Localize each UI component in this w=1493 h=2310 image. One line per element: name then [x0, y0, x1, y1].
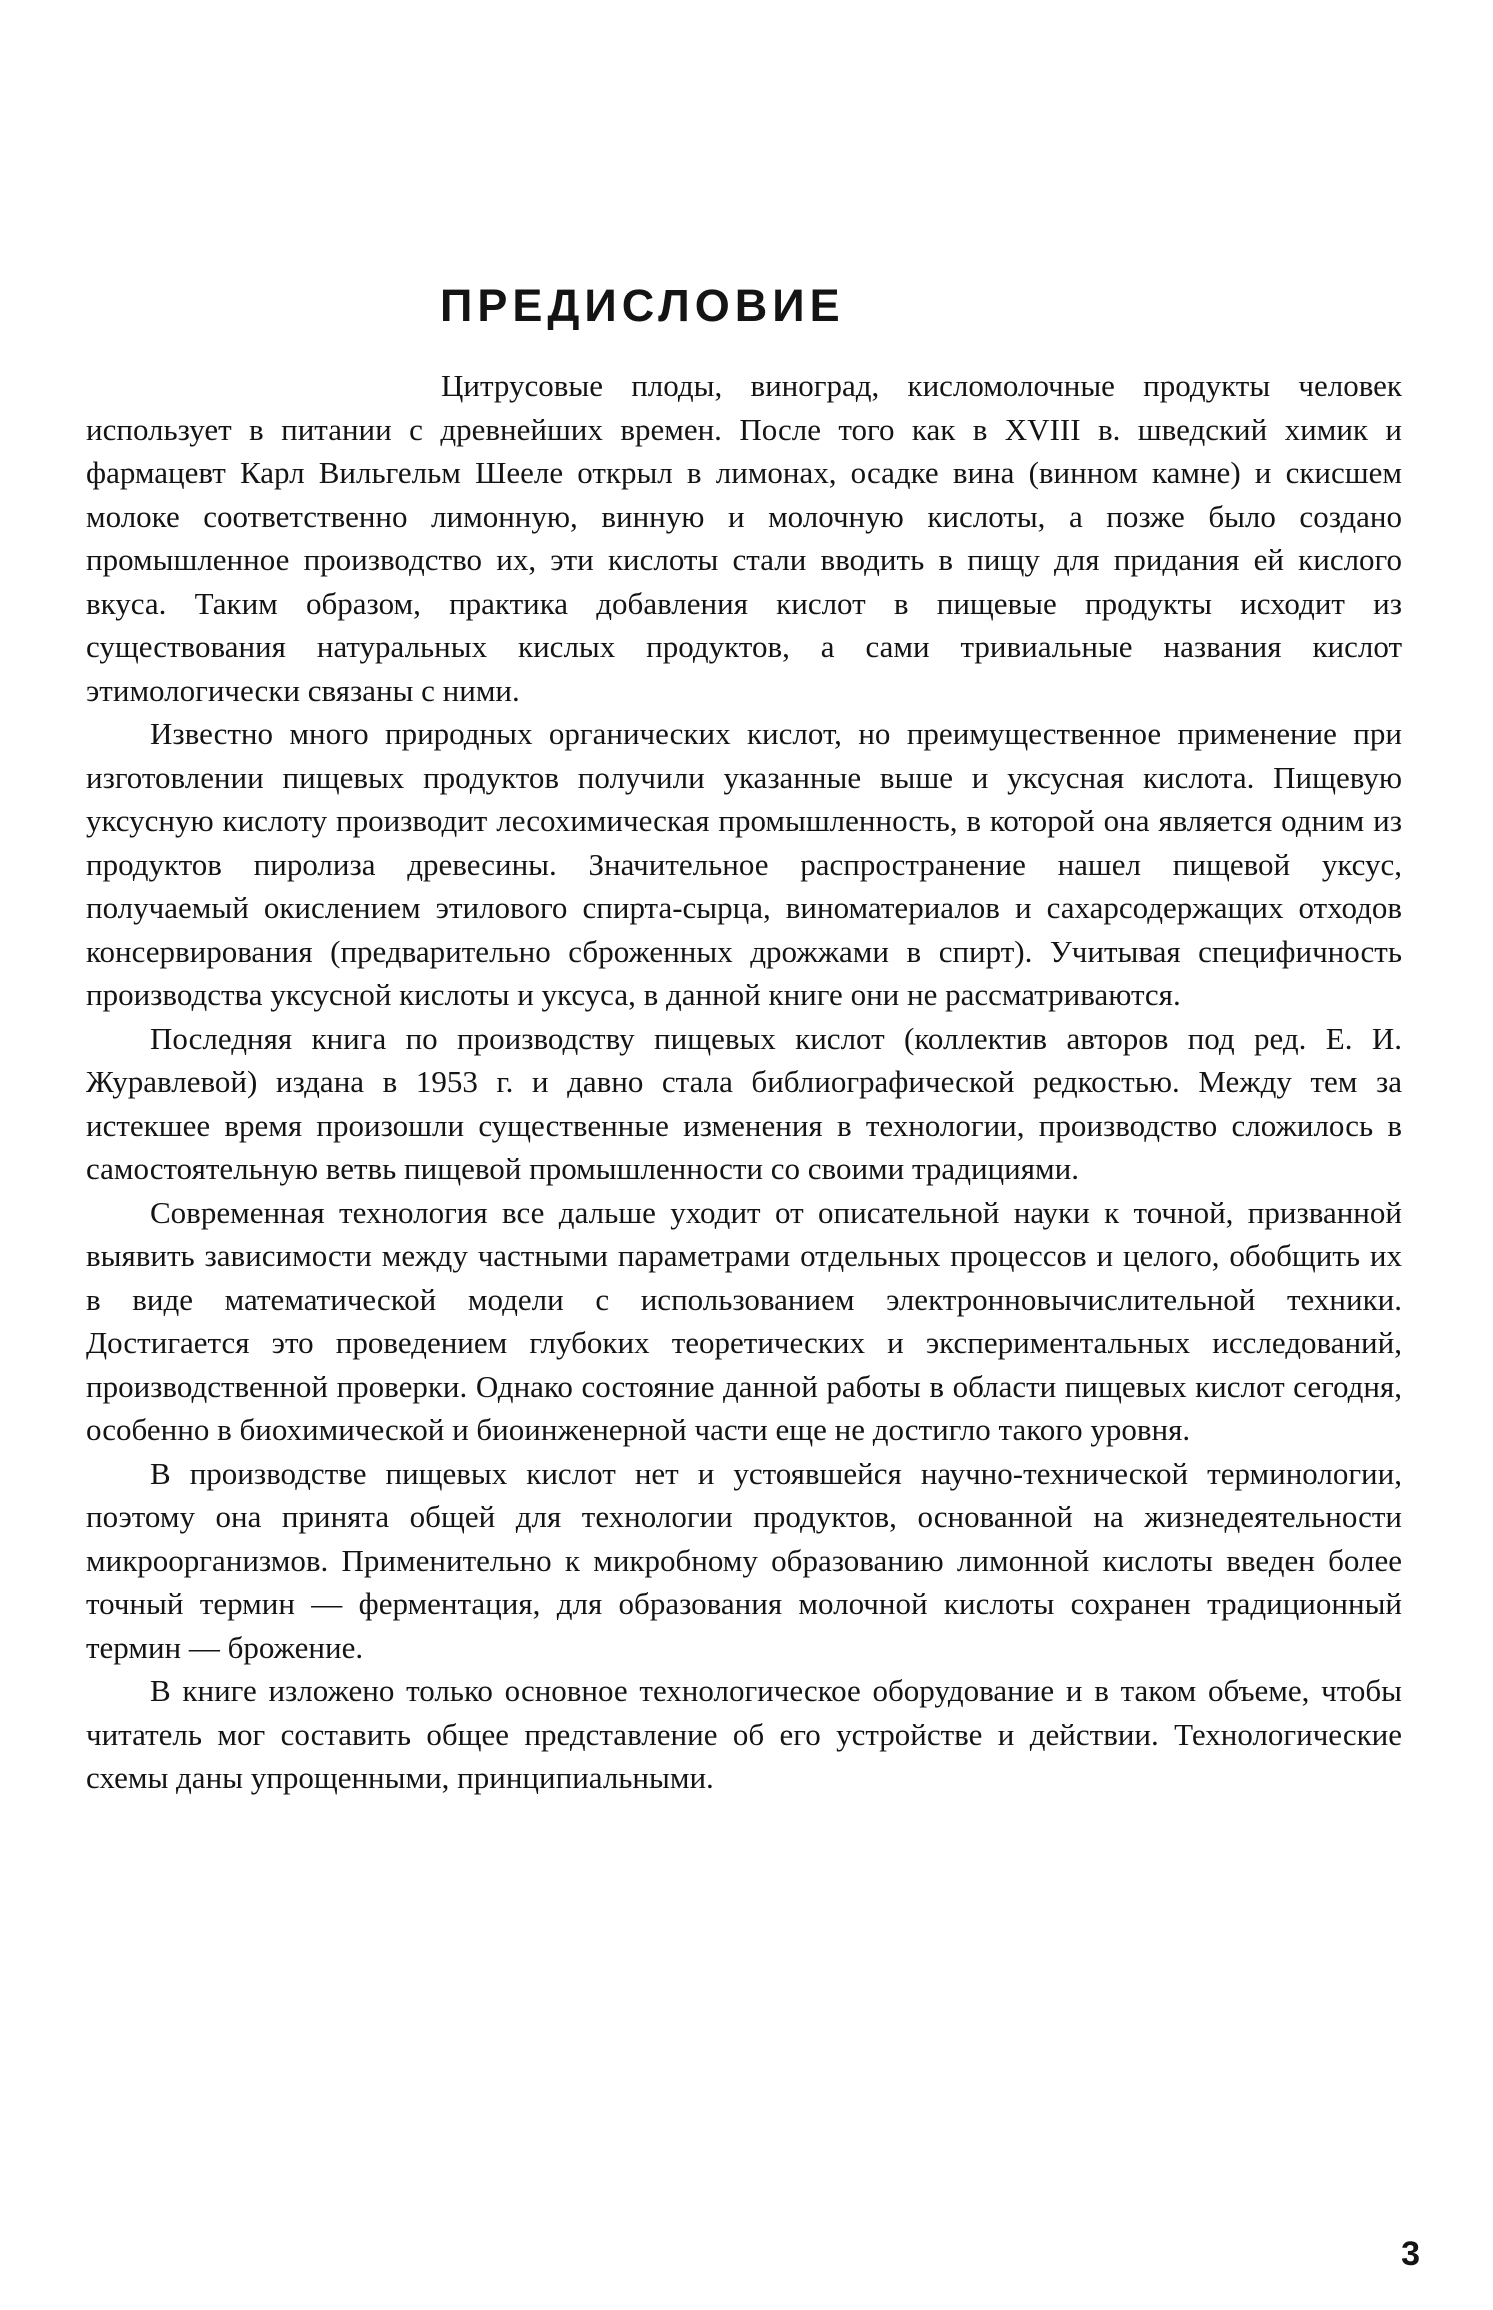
paragraph-1: Цитрусовые плоды, виноград, кисломолочные продукты человек использует в питании с древнейших времен. После того как в XVIII в. шведский химик и фармацевт Карл Вильгельм Шееле открыл в лимонах, осадке вина (винном камне) и скисшем молоке соответственно лимонную, винную и молочную кислоты, а позже было создано промышленное производство их, эти кислоты стали вводить в пищу для придания ей кислого вкуса. Таким образом, практика добавления кислот в пищевые продукты исходит из существования натуральных кислых продуктов, а сами тривиальные названия кислот этимологически связаны с ними.: [86, 368, 1402, 708]
paragraph-2: Известно много природных органических кислот, но преимущественное применение при изготовлении пищевых продуктов получили указанные выше и уксусная кислота. Пищевую уксусную кислоту производит лесохимическая промышленность, в которой она является одним из продуктов пиролиза древесины. Значительное распространение нашел пищевой уксус, получаемый окислением этилового спирта-сырца, виноматериалов и сахарсодержащих отходов консервирования (предварительно сброженных дрожжами в спирт). Учитывая специфичность производства уксусной кислоты и уксуса, в данной книге они не рассматриваются.: [86, 716, 1402, 1012]
paragraph-4: Современная технология все дальше уходит от описательной науки к точной, призванной выявить зависимости между частными параметрами отдельных процессов и целого, обобщить их в виде математической модели с использованием электронновычислительной техники. Достигается это проведением глубоких теоретических и экспериментальных исследований, производственной проверки. Однако состояние данной работы в области пищевых кислот сегодня, особенно в биохимической и биоинженерной части еще не достигло такого уровня.: [86, 1194, 1402, 1447]
paragraph-5: В производстве пищевых кислот нет и устоявшейся научно-технической терминологии, поэтому она принята общей для технологии продуктов, основанной на жизнедеятельности микроорганизмов. Применительно к микробному образованию лимонной кислоты введен более точный термин — ферментация, для образования молочной кислоты сохранен традиционный термин — брожение.: [86, 1455, 1402, 1665]
page-number: 3: [1401, 2235, 1420, 2273]
preface-body: [86, 364, 1402, 1800]
paragraph-6: В книге изложено только основное технологическое оборудование и в таком объеме, чтобы читатель мог составить общее представление об его устройстве и действии. Технологические схемы даны упрощенными, принципиальными.: [86, 1673, 1402, 1795]
page-title: ПРЕДИСЛОВИЕ: [440, 280, 845, 331]
paragraph-3: Последняя книга по производству пищевых кислот (коллектив авторов под ред. Е. И. Журавлевой) издана в 1953 г. и давно стала библиографической редкостью. Между тем за истекшее время произошли существенные изменения в технологии, производство сложилось в самостоятельную ветвь пищевой промышленности со своими традициями.: [86, 1020, 1402, 1186]
